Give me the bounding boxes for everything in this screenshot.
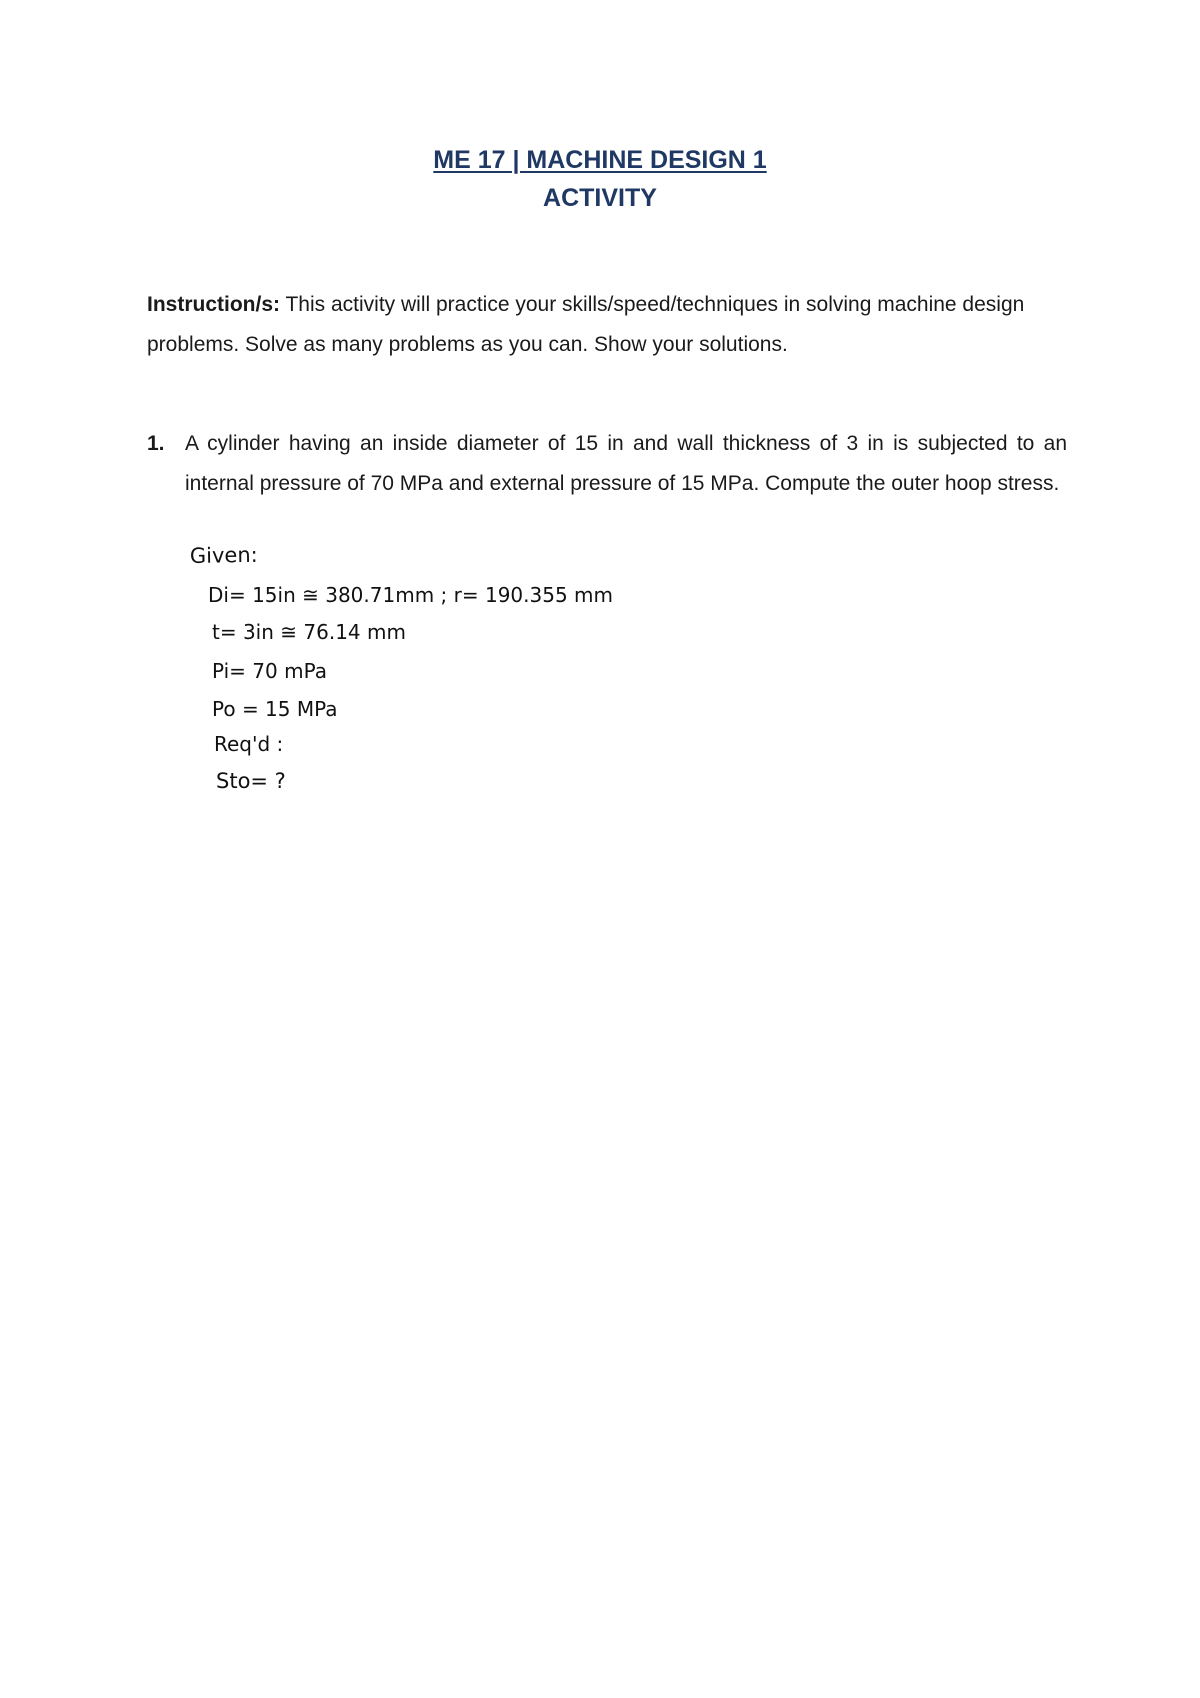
hand-line-po: Po = 15 MPa: [212, 697, 338, 721]
instructions-paragraph: [147, 285, 1067, 365]
hand-line-reqd: Req'd :: [214, 732, 284, 756]
problem-item: [147, 424, 1067, 504]
course-title: ME 17 | MACHINE DESIGN 1: [433, 146, 767, 174]
hand-line-given: Given:: [190, 542, 258, 568]
handwritten-solution: [190, 538, 710, 798]
instructions-label: Instruction/s:: [147, 293, 281, 316]
hand-line-pi: Pi= 70 mPa: [212, 659, 327, 683]
hand-line-t: t= 3in ≅ 76.14 mm: [212, 620, 406, 644]
problem-number: 1.: [147, 432, 165, 455]
problem-text: A cylinder having an inside diameter of 15 in and wall thickness of 3 in is subjected to an internal pressure of 70 MPa and external pressure of 15 MPa. Compute the outer hoop stress.: [185, 432, 1067, 495]
hand-line-sto: Sto= ?: [216, 769, 286, 793]
instructions-text: This activity will practice your skills/speed/techniques in solving machine design problems. Solve as many problems as you can. Show your solutions.: [147, 293, 1025, 356]
activity-title: ACTIVITY: [543, 184, 657, 212]
hand-line-di: Di= 15in ≅ 380.71mm ; r= 190.355 mm: [208, 583, 613, 607]
